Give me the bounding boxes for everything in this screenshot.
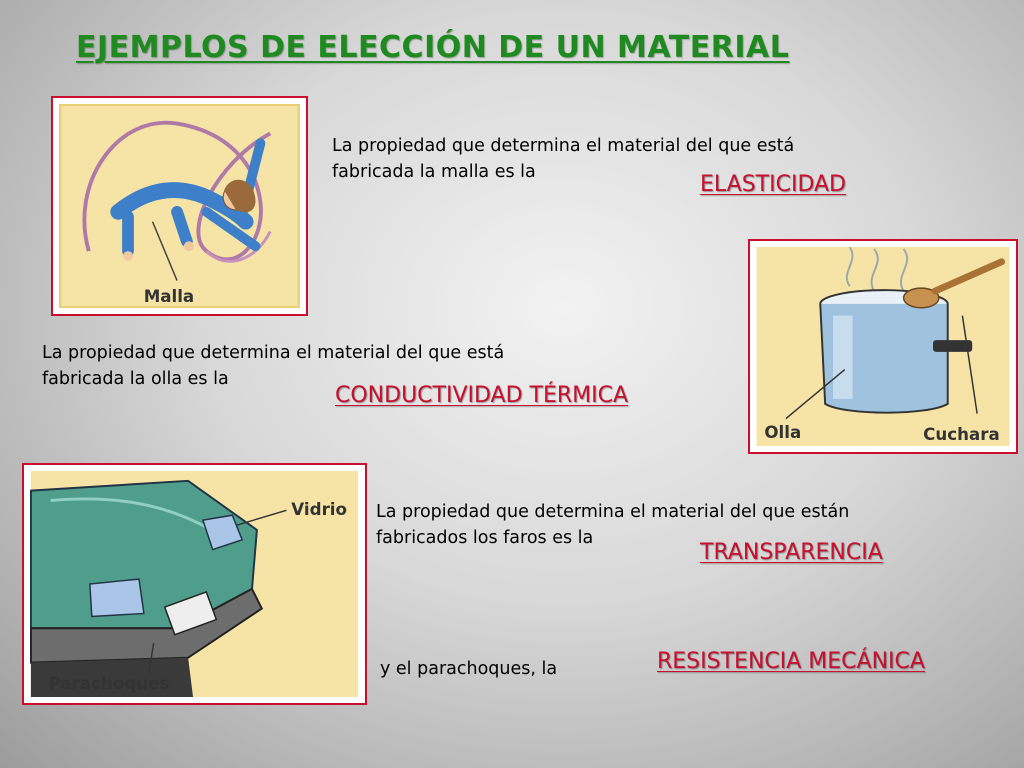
vidrio-label: Vidrio	[291, 499, 347, 520]
question-1-line-2: fabricada la malla es la	[332, 162, 536, 182]
question-2-line-2: fabricada la olla es la	[42, 369, 229, 389]
parachoques-label: Parachoques	[48, 673, 170, 694]
pot-image	[748, 239, 1018, 454]
car-illustration	[30, 471, 359, 697]
question-1-line-1: La propiedad que determina el material del que está	[332, 136, 795, 156]
olla-label: Olla	[764, 423, 802, 443]
malla-label: Malla	[143, 287, 195, 307]
answer-resistencia: RESISTENCIA MECÁNICA	[657, 649, 925, 674]
question-2-line-1: La propiedad que determina el material del que está	[42, 343, 505, 363]
question-3-line-2: fabricados los faros es la	[376, 528, 594, 548]
question-4: y el parachoques, la	[380, 659, 558, 679]
answer-transparencia: TRANSPARENCIA	[700, 540, 883, 565]
question-3-line-1: La propiedad que determina el material del que están	[376, 502, 850, 522]
pot-illustration	[756, 247, 1010, 446]
answer-conductividad: CONDUCTIVIDAD TÉRMICA	[335, 383, 629, 408]
gymnast-illustration	[59, 104, 300, 308]
page-title: EJEMPLOS DE ELECCIÓN DE UN MATERIAL	[76, 30, 790, 65]
cuchara-label: Cuchara	[923, 425, 1000, 445]
car-image	[22, 463, 367, 705]
answer-elasticidad: ELASTICIDAD	[700, 172, 846, 197]
gymnast-image	[51, 96, 308, 316]
